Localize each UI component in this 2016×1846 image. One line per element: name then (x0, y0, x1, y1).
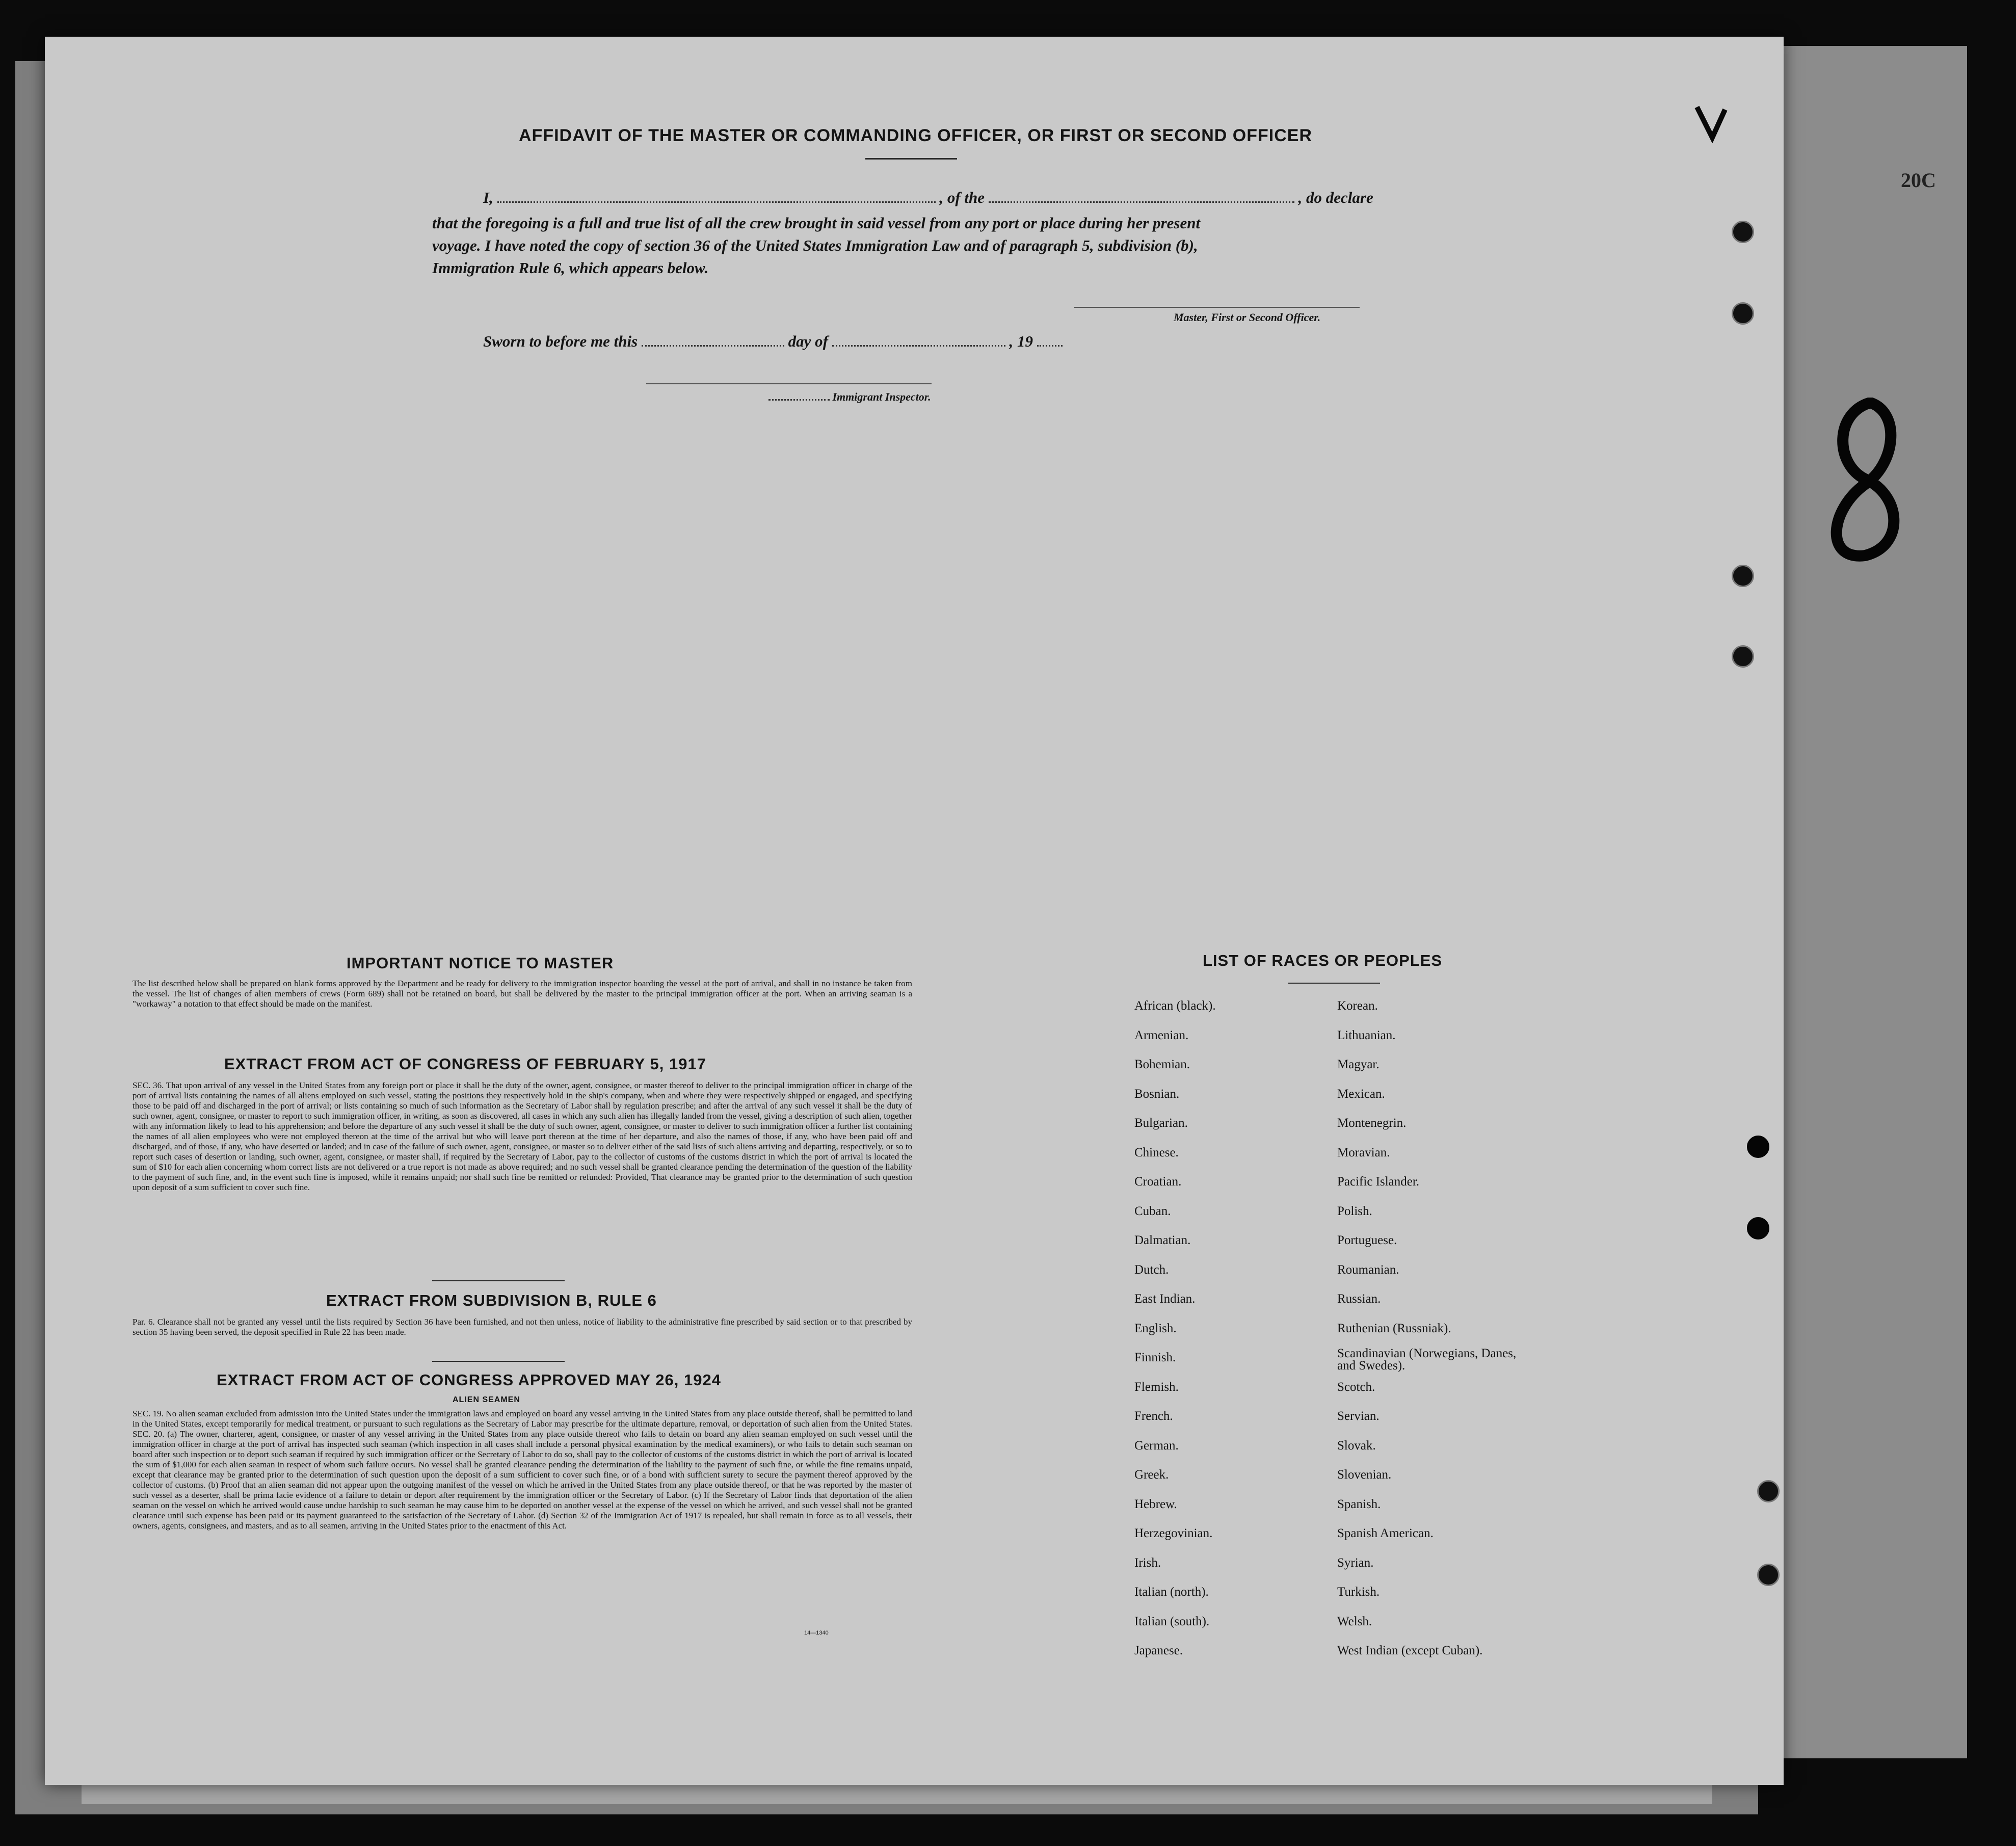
race-item: West Indian (except Cuban). (1337, 1644, 1483, 1657)
extract-1917-body: SEC. 36. That upon arrival of any vessel in the United States from any foreign port or place it shall be the duty of the owner, agent, consignee, or master thereof to deliver to the principal immigration officer in charge of the port of arrival lists containing the names of all aliens employed on such vessel, stating the positions they respectively hold in the ship's company, when and where they were respectively shipped or engaged, and specifying those to be paid off and discharged in the port of arrival; or lists containing so much of such information as the Secretary of Labor shall by regulation prescribe; and after the arrival of any such vessel it shall be the duty of such owner, agent, consignee, or master to report to such immigration officer, in writing, as soon as discovered, all cases in which any such alien has illegally landed from the vessel, giving a description of such alien, together with any information likely to lead to his apprehension; and before the departure of any such vessel it shall be the duty of such owner, agent, consignee, or master to deliver to such immigration officer a further list containing the names of all alien employees who were not employed thereon at the time of the arrival but who will leave port thereon at the time of her departure, and also the names of those, if any, who have been paid off and discharged, and of those, if any, who have deserted or landed; and in case of the failure of such owner, agent, consignee, or master so to deliver either of the said lists of such aliens arriving and departing, respectively, or so to report such cases of desertion or landing, such owner, agent, consignee, or master shall, if required by the Secretary of Labor, pay to the collector of customs of the customs district in which the port of arrival is located the sum of $10 for each alien concerning whom correct lists are not delivered or a true report is not made as above required; and no such vessel shall be granted clearance pending the determination of the question of the liability to the payment of such fine, and, in the event such fine is imposed, while it remains unpaid; nor shall such fine be remitted or refunded: Provided, That clearance may be granted prior to the determination of such question upon deposit of a sum sufficient to cover such fine. (132, 1080, 912, 1192)
race-item: Italian (north). (1134, 1585, 1209, 1599)
race-item: Magyar. (1337, 1058, 1380, 1071)
inspector-label-text: Immigrant Inspector. (832, 390, 931, 403)
race-item: German. (1134, 1438, 1179, 1453)
race-item: Flemish. (1134, 1380, 1179, 1394)
races-title-rule (1288, 983, 1380, 984)
extract-rule6-title: EXTRACT FROM SUBDIVISION B, RULE 6 (326, 1291, 657, 1309)
race-item: Polish. (1337, 1204, 1372, 1218)
sworn-label: Sworn to before me this (483, 332, 638, 350)
race-item: Russian. (1337, 1292, 1381, 1306)
race-item: Servian. (1337, 1409, 1380, 1423)
race-item: Dutch. (1134, 1262, 1169, 1277)
race-item: Slovenian. (1337, 1468, 1392, 1482)
binder-hole (1732, 302, 1754, 325)
inspector-label (768, 390, 931, 404)
race-item: Irish. (1134, 1555, 1161, 1570)
race-item: Italian (south). (1134, 1614, 1210, 1628)
race-item: Spanish American. (1337, 1526, 1434, 1540)
race-item: Roumanian. (1337, 1262, 1399, 1277)
race-item: Spanish. (1337, 1497, 1381, 1511)
race-item: African (black). (1134, 999, 1216, 1013)
race-item: Syrian. (1337, 1555, 1374, 1570)
line1-of-the: , of the (939, 189, 985, 206)
title-rule (865, 158, 957, 160)
manifest-back-page (45, 37, 1784, 1785)
race-item: Pacific Islander. (1337, 1175, 1420, 1189)
race-item: Herzegovinian. (1134, 1526, 1213, 1540)
race-item: Slovak. (1337, 1438, 1376, 1453)
sworn-day-blank (642, 345, 784, 347)
race-item: Scotch. (1337, 1380, 1375, 1394)
race-item: Korean. (1337, 999, 1378, 1013)
race-item: Finnish. (1134, 1351, 1176, 1364)
form-number: 14—1340 (804, 1630, 829, 1636)
affidavit-line-2: that the foregoing is a full and true list of all the crew brought in said vessel from any port or place during her present (432, 214, 1201, 232)
affidavit-line-3: voyage. I have noted the copy of section 36 of the United States Immigration Law and of paragraph 5, subdivision (b), (432, 236, 1198, 254)
handwritten-checkmark (1692, 102, 1733, 143)
binder-hole (1747, 1136, 1769, 1158)
master-label: Master, First or Second Officer. (1174, 311, 1321, 324)
race-item: Japanese. (1134, 1644, 1183, 1657)
day-of-label: day of (788, 332, 828, 350)
race-item: Ruthenian (Russniak). (1337, 1321, 1451, 1335)
race-item: Moravian. (1337, 1145, 1390, 1159)
margin-note: 20C (1901, 169, 1936, 192)
race-item: Armenian. (1134, 1028, 1189, 1042)
race-item: Greek. (1134, 1468, 1169, 1482)
binder-hole (1757, 1564, 1780, 1586)
race-item: Dalmatian. (1134, 1233, 1191, 1247)
race-item: English. (1134, 1321, 1177, 1335)
sworn-month-blank (832, 345, 1005, 347)
race-item: Chinese. (1134, 1145, 1179, 1159)
affidavit-title: AFFIDAVIT OF THE MASTER OR COMMANDING OFFICER, OR FIRST OR SECOND OFFICER (519, 126, 1312, 145)
affidavit-line-1 (483, 189, 1373, 207)
race-item: Bosnian. (1134, 1087, 1180, 1101)
notice-title: IMPORTANT NOTICE TO MASTER (347, 954, 614, 972)
race-item: Portuguese. (1337, 1233, 1397, 1247)
race-item: Turkish. (1337, 1585, 1380, 1599)
binder-hole (1757, 1480, 1780, 1502)
year-label: , 19 (1009, 332, 1033, 350)
handwritten-figure-8 (1814, 398, 1916, 566)
race-item: Bohemian. (1134, 1058, 1190, 1071)
race-item: Montenegrin. (1337, 1116, 1407, 1130)
line1-i: I, (483, 189, 493, 206)
race-item: Croatian. (1134, 1175, 1182, 1189)
race-item: East Indian. (1134, 1292, 1196, 1306)
race-item: Bulgarian. (1134, 1116, 1188, 1130)
notice-body: The list described below shall be prepared on blank forms approved by the Department and be ready for delivery to the immigration inspector boarding the vessel at the port of arrival, and shall in no instance be taken from the vessel. The list of changes of alien members of crews (Form 689) shall not be retained on board, but shall be delivered by the master to the principal immigration officer at the port. When an arriving seaman is a "workaway" a notation to that effect should be made on the manifest. (132, 979, 912, 1009)
binder-hole (1732, 565, 1754, 587)
master-signature-line (1074, 307, 1360, 308)
extract-rule6-body: Par. 6. Clearance shall not be granted any vessel until the lists required by Section 36 have been furnished, and not then unless, notice of liability to the administrative fine prescribed by said section or to that prescribed by section 35 having been served, the deposit specified in Rule 22 has been made. (132, 1317, 912, 1337)
races-title: LIST OF RACES OR PEOPLES (1203, 952, 1443, 969)
race-item: Cuban. (1134, 1204, 1171, 1218)
line1-declare: , do declare (1298, 189, 1373, 206)
race-item: Lithuanian. (1337, 1028, 1396, 1042)
race-item: Scandinavian (Norwegians, Danes, and Swedes). (1337, 1347, 1517, 1373)
binder-hole (1732, 221, 1754, 243)
sworn-year-blank (1037, 345, 1063, 347)
extract-1924-title: EXTRACT FROM ACT OF CONGRESS APPROVED MAY 26, 1924 (217, 1371, 721, 1389)
vessel-blank (989, 201, 1294, 203)
binder-hole (1732, 645, 1754, 668)
inspector-dots (768, 399, 830, 401)
sworn-line (483, 332, 1063, 351)
race-item: French. (1134, 1409, 1173, 1423)
extract-divider (432, 1280, 565, 1281)
race-item: Welsh. (1337, 1614, 1372, 1628)
affidavit-line-4: Immigration Rule 6, which appears below. (432, 259, 709, 277)
extract-1917-title: EXTRACT FROM ACT OF CONGRESS OF FEBRUARY 5, 1917 (224, 1055, 706, 1073)
name-blank (497, 201, 936, 203)
race-item: Hebrew. (1134, 1497, 1177, 1511)
race-item: Mexican. (1337, 1087, 1385, 1101)
binder-hole (1747, 1217, 1769, 1240)
extract-divider-2 (432, 1361, 565, 1362)
extract-1924-subtitle: ALIEN SEAMEN (453, 1395, 520, 1404)
inspector-signature-line (646, 383, 932, 384)
extract-1924-body: SEC. 19. No alien seaman excluded from admission into the United States under the immigration laws and employed on board any vessel arriving in the United States from any place outside thereof, shall be permitted to land in the United States, except temporarily for medical treatment, or pursuant to such regulations as the Secretary of Labor may prescribe for the ultimate departure, removal, or deportation of such alien from the United States. SEC. 20. (a) The owner, charterer, agent, consignee, or master of any vessel arriving in the United States from any place outside thereof who fails to detain on board any alien seaman employed on such vessel until the immigration officer in charge at the port of arrival has inspected such seaman (which inspection in all cases shall include a personal physical examination by the medical examiners), or who fails to detain such seaman on board after such inspection or to deport such seaman if required by such immigration officer or the Secretary of Labor to do so, shall pay to the collector of customs of the customs district in which the port of arrival is located the sum of $1,000 for each alien seaman in respect of whom such failure occurs. No vessel shall be granted clearance pending the determination of the liability to the payment of such fine, or while the fine remains unpaid, except that clearance may be granted prior to the determination of such question upon the deposit of a sum sufficient to cover such fine, or of a bond with sufficient surety to secure the payment thereof approved by the collector of customs. (b) Proof that an alien seaman did not appear upon the outgoing manifest of the vessel on which he arrived in the United States from any place outside thereof, or that he was reported by the master of such vessel as a deserter, shall be prima facie evidence of a failure to detain or deport after requirement by the immigration officer or the Secretary of Labor. (c) If the Secretary of Labor finds that deportation of the alien seaman on the vessel on which he arrived would cause undue hardship to such seaman he may cause him to be deported on another vessel at the expense of the vessel on which he arrived, and such vessel shall not be granted clearance until such expense has been paid or its payment guaranteed to the satisfaction of the Secretary of Labor. (d) Section 32 of the Immigration Act of 1917 is repealed, but shall remain in force as to all vessels, their owners, agents, consignees, and masters, and as to all seamen, arriving in the United States prior to the enactment of this Act. (132, 1409, 912, 1531)
